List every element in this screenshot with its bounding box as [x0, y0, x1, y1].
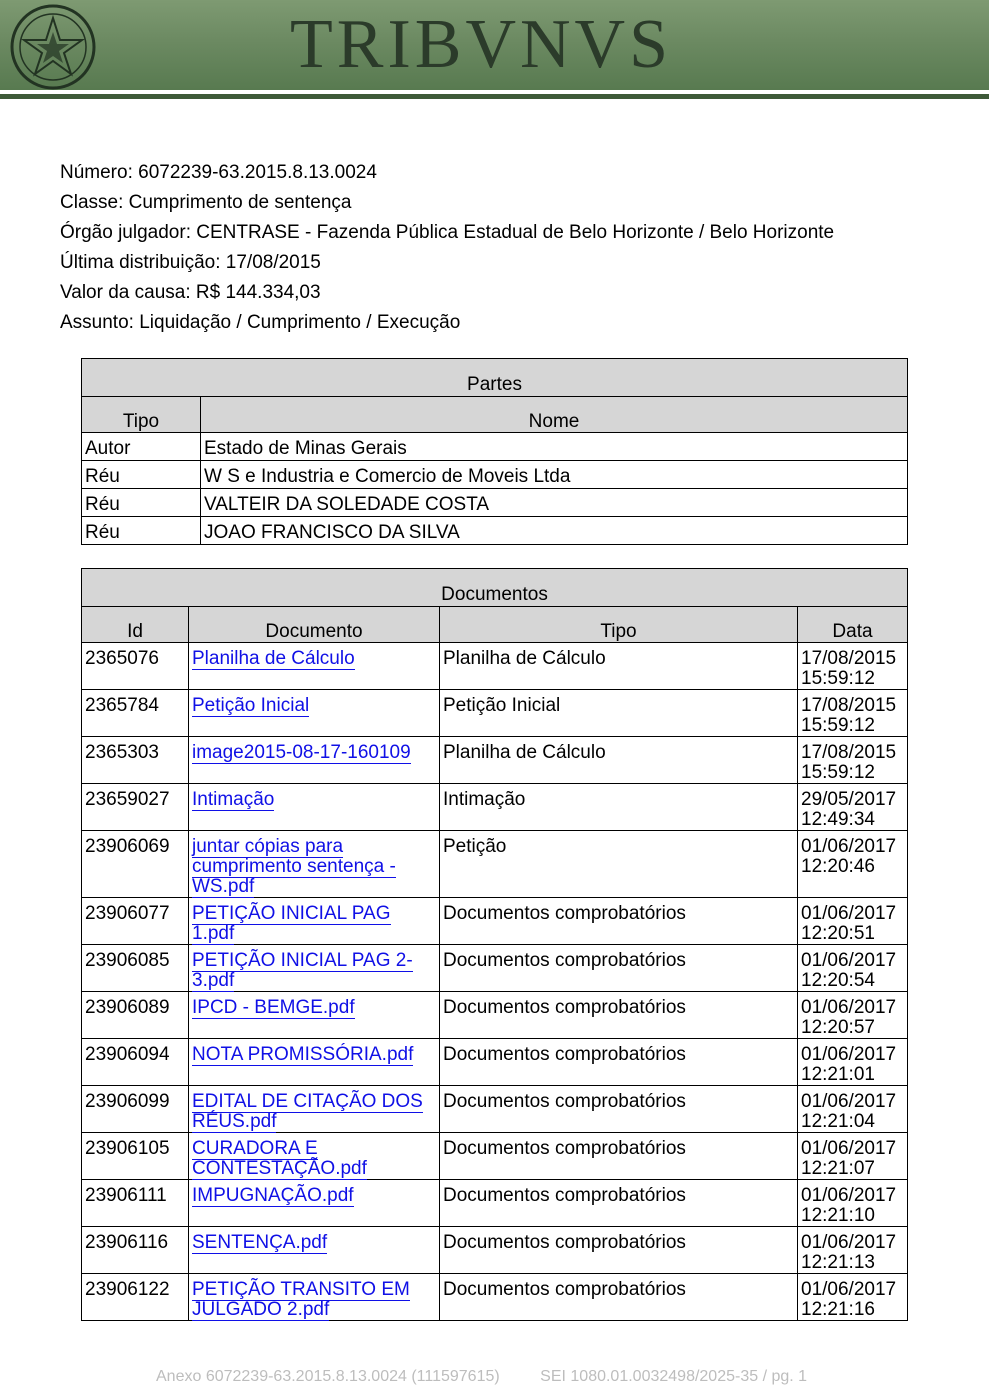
document-link[interactable]: Petição Inicial [192, 695, 310, 716]
document-date: 01/06/2017 12:21:16 [798, 1274, 908, 1321]
document-link[interactable]: Intimação [192, 789, 275, 810]
document-date: 01/06/2017 12:21:04 [798, 1086, 908, 1133]
document-cell [189, 898, 440, 945]
document-link[interactable]: juntar cópias para cumprimento sentença - WS.pdf [192, 836, 396, 897]
process-subject: Assunto: Liquidação / Cumprimento / Execução [60, 312, 461, 333]
document-row [82, 898, 908, 945]
document-tipo: Documentos comprobatórios [440, 945, 798, 992]
document-link[interactable]: PETIÇÃO INICIAL PAG 1.pdf [192, 903, 391, 944]
document-date: 01/06/2017 12:21:10 [798, 1180, 908, 1227]
document-cell [189, 1180, 440, 1227]
document-id: 2365076 [82, 643, 189, 690]
document-date: 29/05/2017 12:49:34 [798, 784, 908, 831]
page-footer [156, 1368, 843, 1386]
document-row [82, 1274, 908, 1321]
document-link[interactable]: EDITAL DE CITAÇÃO DOS RÉUS.pdf [192, 1091, 423, 1132]
party-tipo: Réu [82, 461, 201, 489]
document-id: 23906085 [82, 945, 189, 992]
header-banner [0, 0, 989, 90]
document-tipo: Documentos comprobatórios [440, 1039, 798, 1086]
document-tipo: Planilha de Cálculo [440, 737, 798, 784]
party-row [82, 489, 908, 517]
process-number: Número: 6072239-63.2015.8.13.0024 [60, 162, 377, 183]
document-link[interactable]: CURADORA E CONTESTAÇÃO.pdf [192, 1138, 367, 1179]
document-cell [189, 831, 440, 898]
document-cell [189, 1086, 440, 1133]
document-id: 2365784 [82, 690, 189, 737]
document-tipo: Documentos comprobatórios [440, 992, 798, 1039]
party-row [82, 517, 908, 545]
document-row [82, 1133, 908, 1180]
document-cell [189, 1227, 440, 1274]
document-row [82, 1180, 908, 1227]
document-tipo: Documentos comprobatórios [440, 1180, 798, 1227]
document-cell [189, 1039, 440, 1086]
document-row [82, 737, 908, 784]
document-row [82, 1227, 908, 1274]
document-row [82, 831, 908, 898]
document-id: 23906099 [82, 1086, 189, 1133]
banner-title: TRIBVNVS [290, 6, 673, 83]
document-link[interactable]: IPCD - BEMGE.pdf [192, 997, 355, 1018]
document-row [82, 784, 908, 831]
document-id: 23906077 [82, 898, 189, 945]
document-link[interactable]: SENTENÇA.pdf [192, 1232, 328, 1253]
document-date: 01/06/2017 12:20:46 [798, 831, 908, 898]
process-court: Órgão julgador: CENTRASE - Fazenda Pública Estadual de Belo Horizonte / Belo Horizonte [60, 222, 835, 243]
party-nome: W S e Industria e Comercio de Moveis Ltda [201, 461, 908, 489]
documents-header-data: Data [798, 607, 908, 643]
process-distribution: Última distribuição: 17/08/2015 [60, 252, 321, 273]
document-cell [189, 784, 440, 831]
document-tipo: Planilha de Cálculo [440, 643, 798, 690]
footer-annex: Anexo 6072239-63.2015.8.13.0024 (111597615) [156, 1368, 500, 1385]
party-row [82, 433, 908, 461]
document-tipo: Documentos comprobatórios [440, 1133, 798, 1180]
document-row [82, 1039, 908, 1086]
document-date: 17/08/2015 15:59:12 [798, 643, 908, 690]
banner-underline [0, 94, 989, 99]
party-row [82, 461, 908, 489]
document-id: 23906111 [82, 1180, 189, 1227]
document-date: 17/08/2015 15:59:12 [798, 690, 908, 737]
footer-sei: SEI 1080.01.0032498/2025-35 / pg. 1 [540, 1368, 808, 1385]
document-row [82, 690, 908, 737]
document-tipo: Documentos comprobatórios [440, 1227, 798, 1274]
party-tipo: Autor [82, 433, 201, 461]
document-date: 17/08/2015 15:59:12 [798, 737, 908, 784]
document-date: 01/06/2017 12:20:54 [798, 945, 908, 992]
document-link[interactable]: Planilha de Cálculo [192, 648, 355, 669]
document-cell [189, 992, 440, 1039]
document-cell [189, 737, 440, 784]
document-tipo: Petição Inicial [440, 690, 798, 737]
document-link[interactable]: PETIÇÃO INICIAL PAG 2-3.pdf [192, 950, 413, 991]
document-id: 23906105 [82, 1133, 189, 1180]
document-date: 01/06/2017 12:20:51 [798, 898, 908, 945]
document-id: 23906116 [82, 1227, 189, 1274]
document-cell [189, 1274, 440, 1321]
documents-header-documento: Documento [189, 607, 440, 643]
document-link[interactable]: IMPUGNAÇÃO.pdf [192, 1185, 354, 1206]
document-tipo: Petição [440, 831, 798, 898]
documents-header-tipo: Tipo [440, 607, 798, 643]
process-info [60, 158, 834, 338]
document-tipo: Documentos comprobatórios [440, 1086, 798, 1133]
document-id: 2365303 [82, 737, 189, 784]
document-date: 01/06/2017 12:21:07 [798, 1133, 908, 1180]
document-link[interactable]: PETIÇÃO TRANSITO EM JULGADO 2.pdf [192, 1279, 410, 1320]
document-cell [189, 945, 440, 992]
parties-header-nome: Nome [201, 397, 908, 433]
document-id: 23906069 [82, 831, 189, 898]
coat-of-arms-seal-icon [10, 4, 96, 90]
document-link[interactable]: NOTA PROMISSÓRIA.pdf [192, 1044, 414, 1065]
document-row [82, 992, 908, 1039]
document-row [82, 643, 908, 690]
document-id: 23659027 [82, 784, 189, 831]
document-id: 23906122 [82, 1274, 189, 1321]
parties-caption: Partes [82, 359, 908, 397]
party-tipo: Réu [82, 517, 201, 545]
process-class: Classe: Cumprimento de sentença [60, 192, 352, 213]
document-date: 01/06/2017 12:21:01 [798, 1039, 908, 1086]
document-tipo: Documentos comprobatórios [440, 898, 798, 945]
document-row [82, 1086, 908, 1133]
document-link[interactable]: image2015-08-17-160109 [192, 742, 411, 763]
documents-table [81, 568, 908, 1321]
process-value: Valor da causa: R$ 144.334,03 [60, 282, 321, 303]
document-tipo: Documentos comprobatórios [440, 1274, 798, 1321]
parties-header-tipo: Tipo [82, 397, 201, 433]
document-date: 01/06/2017 12:21:13 [798, 1227, 908, 1274]
party-nome: JOAO FRANCISCO DA SILVA [201, 517, 908, 545]
document-row [82, 945, 908, 992]
documents-header-id: Id [82, 607, 189, 643]
document-cell [189, 1133, 440, 1180]
document-cell [189, 643, 440, 690]
party-tipo: Réu [82, 489, 201, 517]
document-cell [189, 690, 440, 737]
document-id: 23906089 [82, 992, 189, 1039]
documents-caption: Documentos [82, 569, 908, 607]
document-date: 01/06/2017 12:20:57 [798, 992, 908, 1039]
party-nome: VALTEIR DA SOLEDADE COSTA [201, 489, 908, 517]
party-nome: Estado de Minas Gerais [201, 433, 908, 461]
document-id: 23906094 [82, 1039, 189, 1086]
document-tipo: Intimação [440, 784, 798, 831]
parties-table [81, 358, 908, 545]
